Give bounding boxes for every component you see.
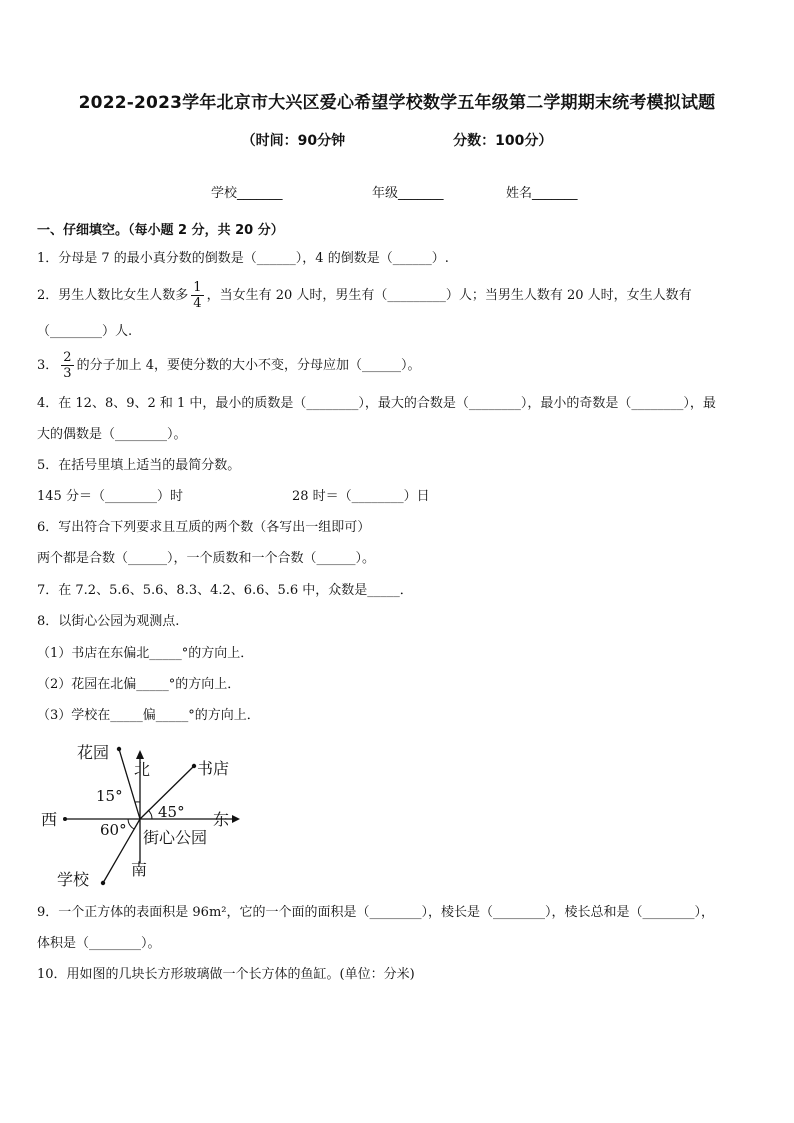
exam-score: 分数：100分） — [453, 133, 553, 149]
bookstore-dot — [192, 764, 196, 768]
angle-arc-60 — [128, 819, 134, 829]
label-east: 东 — [213, 810, 230, 829]
question-9: 9．一个正方体的表面积是 96m²，它的一个面的面积是（________），棱长是（________），棱长总和是（________）， — [37, 905, 714, 920]
east-arrow-icon — [232, 815, 240, 823]
question-5-part-1: 145 分＝（________）时 — [37, 489, 183, 504]
question-8-part-1: （1）书店在东偏北_____°的方向上． — [37, 646, 254, 661]
label-north: 北 — [134, 760, 151, 779]
label-garden: 花园 — [77, 743, 110, 762]
west-dot — [63, 817, 67, 821]
question-3-number: 3． — [37, 358, 59, 373]
question-6: 6．写出符合下列要求且互质的两个数（各写出一组即可） — [37, 520, 371, 535]
label-west: 西 — [41, 810, 58, 829]
question-5-part-2: 28 时＝（________）日 — [292, 489, 430, 504]
question-2-text-a: 2．男生人数比女生人数多 — [37, 288, 189, 303]
question-3-text: 的分子加上 4，要使分数的大小不变，分母应加（______）。 — [76, 358, 421, 373]
question-8-part-3: （3）学校在_____偏_____°的方向上． — [37, 708, 260, 723]
fraction-one-quarter: $\frac{1}{4}$ — [193, 280, 202, 311]
label-angle-45: 45° — [158, 803, 185, 821]
label-angle-60: 60° — [100, 821, 127, 839]
school-field[interactable]: 学校_______ — [211, 186, 283, 201]
label-south: 南 — [131, 860, 148, 879]
section-heading: 一、仔细填空。（每小题 2 分，共 20 分） — [37, 223, 284, 238]
question-10: 10．用如图的几块长方形玻璃做一个长方体的鱼缸。(单位：分米) — [37, 967, 415, 982]
grade-field[interactable]: 年级_______ — [372, 186, 444, 201]
question-9-continued: 体积是（________）。 — [37, 936, 161, 951]
question-1: 1．分母是 7 的最小真分数的倒数是（______），4 的倒数是（______）. — [37, 251, 449, 266]
question-8-part-2: （2）花园在北偏_____°的方向上． — [37, 677, 241, 692]
question-2-continued: （________）人. — [37, 324, 133, 339]
question-8: 8．以街心公园为观测点. — [37, 614, 180, 629]
north-arrow-icon — [136, 750, 144, 759]
question-5: 5．在括号里填上适当的最简分数。 — [37, 458, 241, 473]
question-6-continued: 两个都是合数（______），一个质数和一个合数（______）。 — [37, 551, 376, 566]
question-7: 7．在 7.2、5.6、5.6、8.3、4.2、6.6、5.6 中，众数是_____． — [37, 583, 413, 598]
label-park: 街心公园 — [143, 828, 208, 847]
exam-time: （时间：90分钟 — [241, 133, 346, 149]
label-school: 学校 — [57, 870, 90, 889]
question-2-text-b: ，当女生有 20 人时，男生有（_________）人；当男生人数有 20 人时，女生人数有 — [206, 288, 692, 303]
question-2 — [37, 280, 692, 311]
exam-meta — [0, 130, 794, 150]
page-title: 2022-2023学年北京市大兴区爱心希望学校数学五年级第二学期期末统考模拟试题 — [78, 93, 716, 113]
label-bookstore: 书店 — [197, 759, 230, 778]
fraction-two-thirds: $\frac{2}{3}$ — [63, 350, 72, 381]
school-dot — [101, 881, 105, 885]
label-angle-15: 15° — [96, 787, 123, 805]
question-4-continued: 大的偶数是（________）。 — [37, 427, 187, 442]
garden-dot — [117, 747, 121, 751]
question-3 — [37, 350, 420, 381]
question-4: 4．在 12、8、9、2 和 1 中，最小的质数是（________），最大的合数是（________），最小的奇数是（________），最 — [37, 396, 716, 411]
direction-diagram — [37, 735, 257, 895]
name-field[interactable]: 姓名_______ — [506, 186, 578, 201]
